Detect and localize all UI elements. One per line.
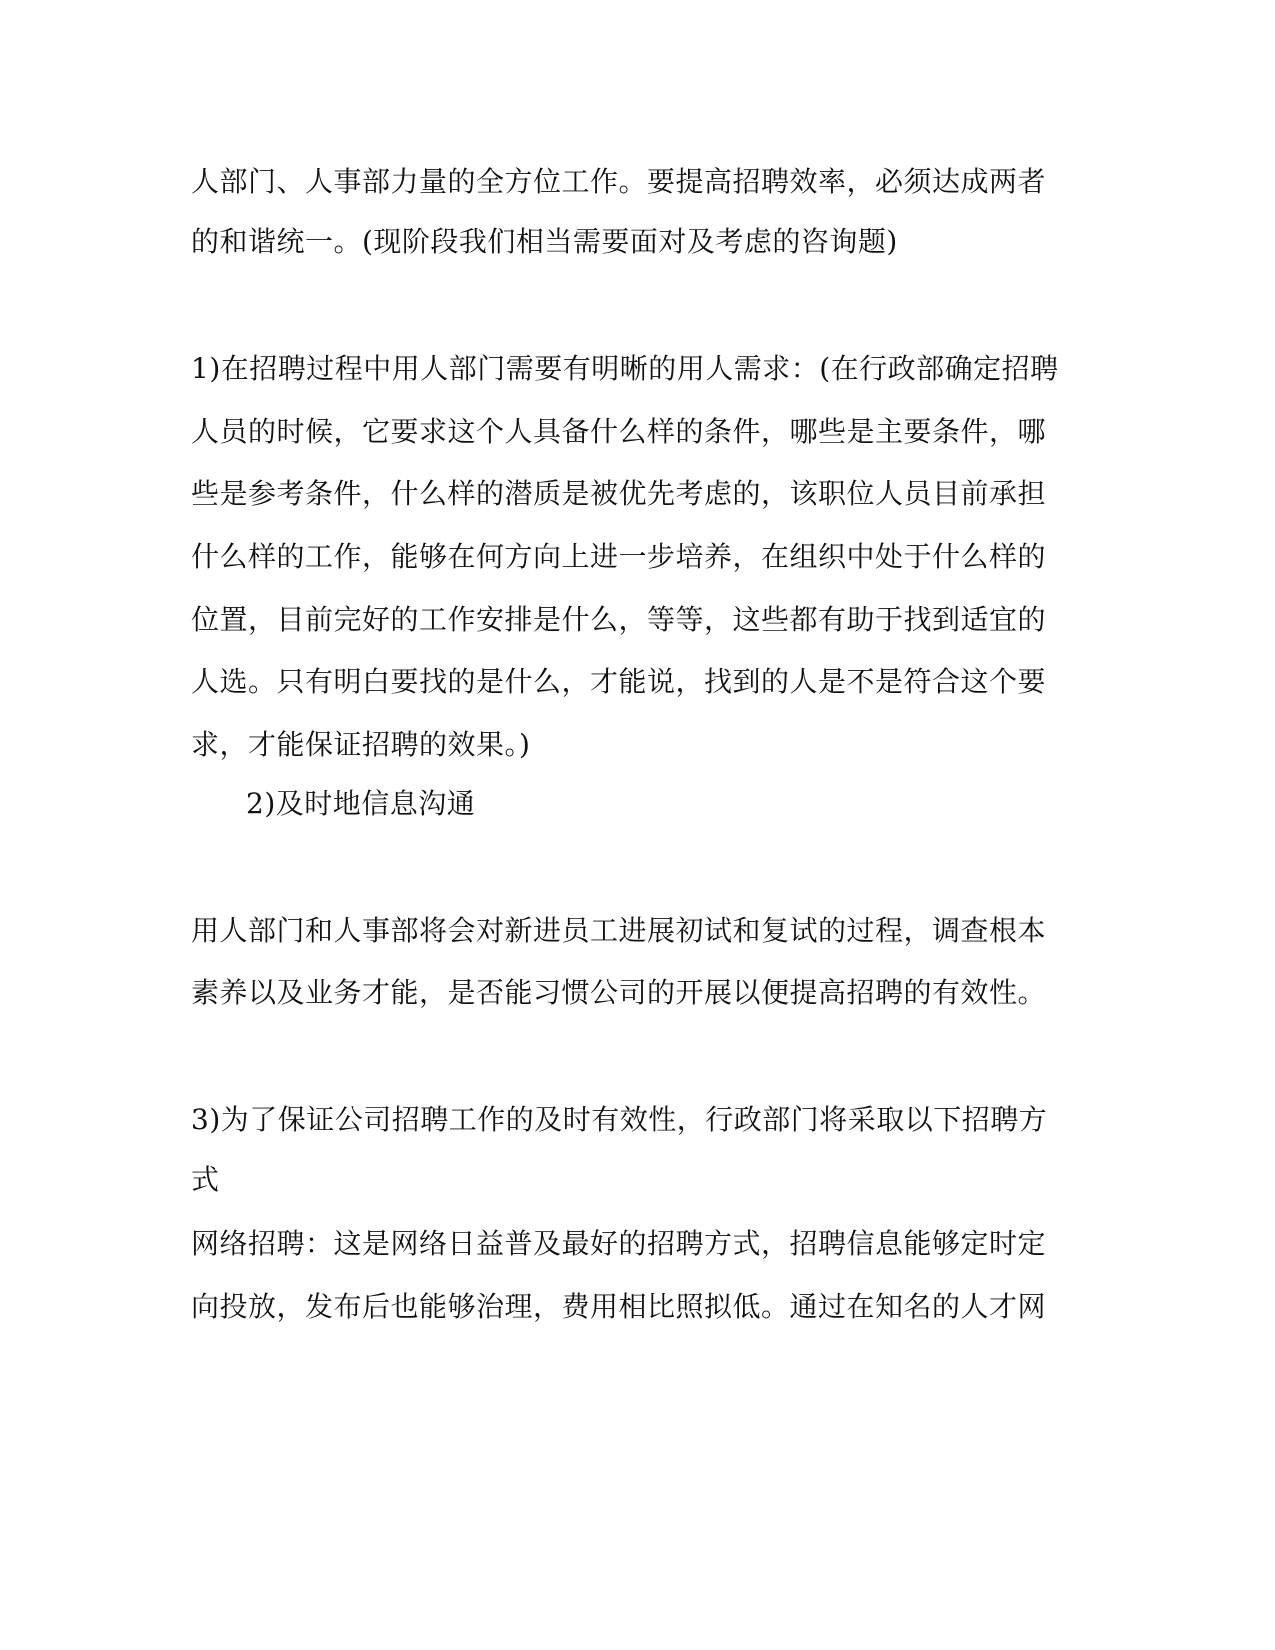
- paragraph-line: 素养以及业务才能，是否能习惯公司的开展以便提高招聘的有效性。: [191, 976, 1047, 1009]
- paragraph-line: 人员的时候，它要求这个人具备什么样的条件，哪些是主要条件，哪: [191, 415, 1047, 448]
- paragraph-line: 位置，目前完好的工作安排是什么，等等，这些都有助于找到适宜的: [191, 603, 1047, 636]
- paragraph-line: 的和谐统一。(现阶段我们相当需要面对及考虑的咨询题): [191, 225, 898, 258]
- paragraph-line: 用人部门和人事部将会对新进员工进展初试和复试的过程，调查根本: [191, 914, 1047, 947]
- paragraph-line: 1)在招聘过程中用人部门需要有明晰的用人需求：(在行政部确定招聘: [191, 352, 1059, 385]
- paragraph-line: 人选。只有明白要找的是什么，才能说，找到的人是不是符合这个要: [191, 665, 1047, 698]
- paragraph-line: 些是参考条件，什么样的潜质是被优先考虑的，该职位人员目前承担: [191, 477, 1047, 510]
- paragraph-line: 网络招聘：这是网络日益普及最好的招聘方式，招聘信息能够定时定: [191, 1227, 1047, 1260]
- section-heading: 2)及时地信息沟通: [246, 787, 476, 820]
- paragraph-line: 式: [191, 1163, 220, 1196]
- paragraph-line: 什么样的工作，能够在何方向上进一步培养，在组织中处于什么样的: [191, 540, 1047, 573]
- paragraph-line: 求，才能保证招聘的效果。): [191, 728, 531, 761]
- paragraph-line: 3)为了保证公司招聘工作的及时有效性，行政部门将采取以下招聘方: [191, 1103, 1048, 1136]
- paragraph-line: 向投放，发布后也能够治理，费用相比照拟低。通过在知名的人才网: [191, 1290, 1047, 1323]
- paragraph-line: 人部门、人事部力量的全方位工作。要提高招聘效率，必须达成两者: [191, 165, 1047, 198]
